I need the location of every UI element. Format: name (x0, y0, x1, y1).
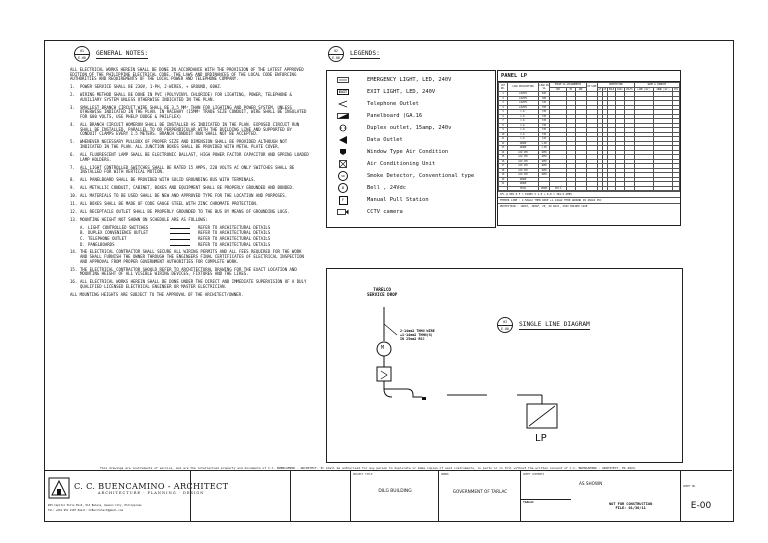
disclaimer: This drawings are instruments of service, and are the intellectual property and documents of C.C. BUENCAMINO - ARCHITECT. It shall be authorized for any person to duplicate or make copies of said instruments, in parts or in full without the written consent of C.C. BUENCAMINO - ARCHITECT, PA 2024. (100, 466, 637, 470)
col-header: POLE (608, 87, 615, 91)
panel-table (498, 82, 680, 191)
note-text: THE ELECTRICAL CONTRACTOR SHOULD REFER TO ARCHITECTURAL DRAWING FOR THE EXACT LOCATION AND MOUNTING HEIGHT OF ALL VISIBLE WIRING DEVICES, FIXTURES AND THE LIKES. (80, 266, 297, 277)
sld-source (367, 287, 397, 297)
detail-bubble: 03 E-00 (497, 317, 513, 333)
legend-label: EMERGENCY LIGHT, LED, 240V (367, 77, 452, 83)
emergency-light-icon (337, 77, 349, 83)
sub-detail: REFER TO ARCHITECTURAL DETAILS (198, 230, 271, 236)
ckt-cell: 6 (499, 114, 508, 119)
va-cell: 720 (539, 119, 550, 124)
lp-label: LP (535, 433, 547, 444)
col-header: KAIC (617, 87, 623, 91)
note-number: 2. (70, 92, 75, 98)
va-cell: 1650 (539, 155, 550, 160)
panelboard-icon (337, 113, 349, 119)
va-cell: 400 (539, 92, 550, 97)
col-header: CKT NO. (499, 83, 508, 92)
va-cell: 1650 (539, 164, 550, 169)
load-cell: ACU 1TR (508, 164, 539, 169)
note-number: 12. (70, 208, 78, 214)
legend-label: Window Type Air Condition (367, 149, 449, 155)
col-header: LOAD DESCRIPTION (508, 83, 539, 92)
legend-label: Manual Pull Station (367, 197, 429, 203)
col-header: PHASE VA ASSIGNMENTS (550, 83, 587, 88)
note-text: ALL PANELBOARD SHALL BE PROVIDED WITH SOLID GROUNDING BUS WITH TERMINALS. (80, 177, 256, 183)
note-item (70, 153, 310, 162)
blank-cell (290, 471, 351, 521)
sub-dash (170, 243, 190, 246)
sub-key: D. (80, 241, 85, 247)
legend-row (335, 172, 474, 180)
sub-key: C. (80, 235, 85, 241)
load-cell: C.O. (508, 137, 539, 142)
note-text: MOUNTING HEIGHT NOT SHOWN ON SCHEDULE ARE AS FOLLOWS: (80, 216, 208, 222)
note-sub-item (80, 237, 310, 242)
owner-name: GOVERNMENT OF TARLAC (452, 489, 508, 494)
ckt-cell: 15 (499, 155, 508, 160)
general-notes (70, 68, 310, 301)
ckt-cell: 14 (499, 150, 508, 155)
note-number: 15. (70, 266, 78, 272)
general-notes-title: GENERAL NOTES: (96, 49, 149, 57)
note-number: 16. (70, 279, 78, 285)
legend-row (335, 148, 448, 156)
note-item (70, 178, 310, 183)
load-cell: LIGHTS (508, 96, 539, 101)
note-item (70, 280, 310, 289)
legends-header (328, 46, 380, 62)
col-header: BC (567, 87, 575, 92)
va-cell: 720 (539, 128, 550, 133)
issue-block (609, 502, 652, 510)
sld-title: SINGLE LINE DIAGRAM (519, 320, 590, 328)
legend-row (335, 208, 403, 216)
load-cell: ACU 1TR (508, 173, 539, 178)
sub-dash (170, 237, 190, 240)
legend-row (335, 112, 422, 120)
load-cell: C.O. (508, 114, 539, 119)
issue-status: NOT FOR CONSTRUCTION (609, 502, 653, 506)
legend-label: Telephone Outlet (367, 101, 419, 107)
bell-icon: B (338, 183, 348, 193)
total-va2: 155.1 (550, 186, 567, 191)
total-va: 19085 (539, 186, 550, 191)
load-cell: C.O. (508, 132, 539, 137)
ckt-cell: 20 (499, 177, 508, 182)
va-cell: 720 (539, 123, 550, 128)
note-item (70, 202, 310, 207)
ckt-cell: 4 (499, 105, 508, 110)
va-cell: 720 (539, 114, 550, 119)
ckt-cell: 16 (499, 159, 508, 164)
detail-bubble: 01 E-00 (74, 46, 90, 62)
col-header: GRND (mm²) (654, 87, 673, 92)
note-item (70, 194, 310, 199)
va-cell: 380 (539, 96, 550, 101)
note-text: ALL BOXES SHALL BE MADE OF CODE GAUGE STEEL WITH ZINC CHROMATE PROTECTION. (80, 200, 259, 206)
load-cell: SPARE (508, 141, 539, 146)
note-item (70, 140, 310, 149)
ckt-cell: 9 (499, 128, 508, 133)
ckt-cell: 1 (499, 92, 508, 97)
sub-key: B. (80, 230, 85, 236)
note-number: 8. (70, 177, 75, 183)
legend-row (335, 100, 419, 108)
va-cell: 1650 (539, 150, 550, 155)
sub-detail: REFER TO ARCHITECTURAL DETAILS (198, 235, 271, 241)
firm-name: C. C. BUENCAMINO - ARCHITECT (74, 481, 229, 491)
legend-row (335, 184, 406, 192)
col-header: PVC (674, 87, 679, 91)
legend-label: Bell , 24Vdc (367, 185, 406, 191)
note-item (70, 106, 310, 120)
load-cell: SPARE (508, 182, 539, 187)
notes-intro: ALL ELECTRICAL WORKS HEREIN SHALL BE DONE IN ACCORDANCE WITH THE PROVISION OF THE LATEST APPROVED EDITION OF THE PHILIPPINE ELECTRICAL CODE, THE LAWS AND ORDINANCES OF THE LOCAL CODE ENFORCING AUTHORITIES AND REQUIREMENTS OF THE LOCAL POWER AND TELEPHONE COMPANY. (70, 67, 304, 82)
note-number: 6. (70, 151, 75, 157)
scale: AS SHOWN (579, 481, 603, 486)
va-cell: 720 (539, 110, 550, 115)
legend-label: Air Conditioning Unit (367, 161, 436, 167)
sub-dash (170, 231, 190, 234)
load-cell: C.O. (508, 110, 539, 115)
legend-box (326, 70, 496, 228)
legend-row (335, 88, 435, 96)
panel-formula: IFL @ 80% P.F = 19085 X 1.0 + 0.8 = 104.0 AMPS (498, 191, 680, 197)
owner-label: OWNER (441, 473, 449, 476)
note-number: 1. (70, 84, 75, 90)
owner-cell (438, 471, 521, 521)
firm-address: #29 Capitol Hills Blvd, Old Balara, Quezon City, Philippines (48, 504, 142, 507)
sub-text: PANELBOARDS (88, 241, 115, 247)
sub-detail: REFER TO ARCHITECTURAL DETAILS (198, 224, 271, 230)
single-line-diagram (326, 268, 683, 463)
load-cell: LIGHTS (508, 105, 539, 110)
sld-wire-3: IN 25mm2 RSC (400, 337, 425, 341)
col-header: LOAD IN VA (539, 83, 549, 90)
note-text: ALL LIGHT CONTROLLED SWITCHES SHALL BE RATED 15 AMPS, 220 VOLTS AC ONLY SWITCHES SHALL BE INSTALLED FOR WITH VERTICAL MOTION. (80, 164, 295, 175)
sld-drawing (327, 269, 682, 462)
data-outlet-icon (338, 136, 348, 144)
note-text: ALL METALLIC CONDUIT, CABINET, BOXES AND EQUIPMENT SHALL BE PROPERLY GROUNDED AND BONDED. (80, 185, 295, 191)
notes-final: ALL MOUNTING HEIGHTS ARE SUBJECT TO THE APPROVAL OF THE ARCHITECT/OWNER. (70, 291, 244, 297)
window-aircon-icon (338, 148, 348, 156)
project-label: PROJECT TITLE (353, 473, 373, 476)
va-cell: 1650 (539, 168, 550, 173)
total-label: TOTAL (508, 186, 539, 191)
load-cell: LIGHTS (508, 101, 539, 106)
legend-row (335, 196, 429, 204)
load-cell: ACU 1TR (508, 159, 539, 164)
legend-row (335, 136, 403, 144)
col-header: AF (603, 87, 607, 91)
panel-title: PANEL LP (498, 71, 680, 82)
load-cell: ACU 1TR (508, 168, 539, 173)
legend-label: Panelboard (GA.16 (367, 113, 423, 119)
meter-label: M (381, 345, 385, 351)
legend-label: CCTV camera (367, 209, 403, 215)
smoke-detector-icon: SD (338, 171, 348, 181)
ckt-cell: 17 (499, 164, 508, 169)
manual-pull-icon: F (339, 196, 348, 205)
note-item (70, 250, 310, 264)
ckt-cell: 5 (499, 110, 508, 115)
load-cell: C.O. (508, 123, 539, 128)
ckt-cell: 12 (499, 141, 508, 146)
legend-label: EXIT LIGHT, LED, 240V (367, 89, 436, 95)
sub-text: DUPLEX CONVENIENCE OUTLET (88, 230, 149, 236)
note-text: THE ELECTRICAL CONTRACTOR SHALL SECURE ALL WIRING PERMITS AND ALL FEES REQUIRED FOR THE WORK AND SHALL FURNISH THE OWNER THROUGH THE ENGINEERS FINAL CERTIFICATES OF ELECTRICAL INSPECTION AND APPROVAL FROM PROPER GOVERNMENT AUTHORITIES FOR COMPLETE WORK. (80, 249, 304, 264)
note-text: ALL MATERIALS TO BE USED SHALL BE NEW AND APPROVED TYPE FOR THE LOCATION AND PURPOSES. (80, 192, 288, 198)
exit-light-icon: EXIT (338, 90, 348, 94)
panel-protection: PROTECTION : 100AT, 100AF, 2P, 20 KAIC, 230V MOLDED CASE (498, 203, 680, 209)
load-cell: C.O. (508, 128, 539, 133)
sheet-number: E-00 (690, 501, 712, 511)
va-cell: 1650 (539, 173, 550, 178)
panel-feeder: FEEDER LINE : 2-50mm2 THHN WIRE +1-14mm2 THHN GROUND IN 40mm2 PVC (498, 197, 680, 203)
ckt-cell: 7 (499, 119, 508, 124)
legend-label: Duplex outlet, 15amp, 240v (367, 125, 452, 131)
load-cell: ACU 1TR (508, 155, 539, 160)
duplex-outlet-icon (338, 124, 348, 132)
firm-contact: Tel: +632 951 2187 Email: CCBarchitect@gmail.com (48, 509, 123, 512)
legend-row (335, 76, 451, 84)
cctv-icon (337, 208, 349, 216)
project-title: DILG BUILDING (378, 489, 412, 494)
note-number: 3. (70, 104, 75, 110)
note-text: POWER SERVICE SHALL BE 230V, 1-PH, 2-WIRES, + GROUND, 60HZ. (80, 84, 223, 90)
sub-key: A. (80, 224, 85, 230)
note-number: 4. (70, 122, 75, 128)
va-cell: 720 (539, 132, 550, 137)
legend-row (335, 160, 435, 168)
ckt-cell: 2 (499, 96, 508, 101)
va-cell: 1.00 (539, 141, 550, 146)
ckt-cell: 3 (499, 101, 508, 106)
sub-dash (170, 226, 190, 229)
col-header: VOLTS (626, 87, 633, 91)
sld-wire-spec (400, 329, 435, 341)
note-item (70, 186, 310, 191)
col-header: CB SIZE (586, 83, 597, 92)
load-cell: SPARE (508, 146, 539, 151)
sheet-contents-label: SHEET CONTENTS (523, 473, 545, 476)
telephone-outlet-icon (338, 100, 348, 108)
va-cell: 1650 (539, 159, 550, 164)
note-number: 5. (70, 139, 75, 145)
note-text: ALL FLUORESCENT LAMP SHALL BE ELECTRONIC BALLAST, HIGH POWER FACTOR CAPACITOR AND SPRING LOADED LAMP HOLDERS. (80, 151, 309, 162)
va-cell: 1.00 (539, 146, 550, 151)
blank-cell (190, 471, 291, 521)
col-header: ABC (575, 87, 586, 92)
va-cell: 700 (539, 105, 550, 110)
col-header: AT (598, 87, 602, 91)
ckt-cell: 10 (499, 132, 508, 137)
note-item (70, 268, 310, 277)
sub-text: LIGHT CONTROLLED SWITCHES (88, 224, 149, 230)
note-number: 13. (70, 216, 78, 222)
load-cell: C.O. (508, 119, 539, 124)
ckt-cell: 13 (499, 146, 508, 151)
va-cell: 720 (539, 101, 550, 106)
ckt-cell: 18 (499, 168, 508, 173)
aircon-outlet-icon (338, 160, 348, 168)
sld-header (497, 317, 590, 333)
sld-service-drop: SERVICE DROP (367, 292, 398, 297)
note-text: ALL BRANCH CIRCUIT HOMERUN SHALL BE INSTALLED AS INDICATED IN THE PLAN. EXPOSED CIRCUIT RUN SHALL BE INSTALLED, PARALLEL TO OR PERPENDICULAR WITH THE BUILDING LINE AND SUPPORTED BY CONDUIT CLAMPS EVERY 1.5 METERS. BRANCH CONDUIT RUN SHALL NOT BE ACCEPTED. (80, 122, 300, 137)
col-header: ABC (550, 87, 567, 92)
note-number: 11. (70, 200, 78, 206)
legend-label: Smoke Detector, Conventional type (367, 173, 475, 179)
note-item (70, 166, 310, 175)
note-item (70, 93, 310, 102)
note-text: WIRING METHOD SHALL BE DONE IN PVC (POLYVINYL CHLORIDE) FOR LIGHTING, POWER, TELEPHONE & AUXILIARY SYSTEM UNLESS OTHERWISE INDICATED IN THE PLAN. (80, 92, 292, 102)
load-cell: SPARE (508, 177, 539, 182)
note-text: ALL RECEPTACLE OUTLET SHALL BE PROPERLY GROUNDED TO THE BUS BY MEANS OF GROUNDING LUGS. (80, 208, 290, 214)
legend-row (335, 124, 451, 132)
project-cell (350, 471, 439, 521)
ckt-cell: 19 (499, 173, 508, 178)
ckt-cell: 21 (499, 182, 508, 187)
col-header: PROTECTION (597, 83, 634, 88)
sheet-contents-cell (520, 471, 681, 521)
note-number: 7. (70, 164, 75, 170)
general-notes-header (74, 46, 148, 62)
title-block (44, 470, 732, 521)
va-cell: 720 (539, 137, 550, 142)
location: TARLAC (521, 499, 571, 504)
col-header: LINE (mm²) (634, 87, 653, 92)
note-number: 9. (70, 185, 75, 191)
sld-wire-2: +1-14mm2 THHN(G) (400, 333, 433, 337)
note-item (70, 210, 310, 215)
legends-title: LEGENDS: (350, 49, 380, 57)
sld-tarelco: TARELCO (373, 287, 391, 292)
note-sub-item (80, 243, 310, 248)
ckt-cell: 8 (499, 123, 508, 128)
note-number: 14. (70, 249, 78, 255)
detail-bubble: 02 E-00 (328, 46, 344, 62)
sheet-label: SHEET NO. (683, 485, 697, 488)
firm-sub: ARCHITECTURE · PLANNING · DESIGN (97, 491, 205, 495)
sub-text: TELEPHONE OUTLET (88, 235, 127, 241)
note-number: 10. (70, 192, 78, 198)
sub-detail: REFER TO ARCHITECTURAL DETAILS (198, 241, 271, 247)
note-text: ALL ELECTRICAL WORKS HEREIN SHALL BE DONE UNDER THE DIRECT AND IMMEDIATE SUPERVISION OF A DULY QUALIFIED LICENSED ELECTRICAL ENGINEER OR MASTER ELECTRICIAN. (80, 279, 307, 289)
sld-wire-1: 2-14mm2 THHN WIRE (400, 329, 435, 333)
sheet-number-cell (680, 471, 733, 521)
col-header: WIRE & CONDUIT (634, 83, 679, 88)
legend-label: Data Outlet (367, 137, 403, 143)
note-text: WHENEVER NECESSARY PULLBOX OF PROPER SIZE AND DIMENSION SHALL BE PROVIDED ALTHOUGH NOT INDICATED IN THE PLAN. ALL JUNCTION BOXES SHALL BE PROVIDED WITH METAL PLATE COVER. (80, 139, 288, 150)
ckt-cell: 11 (499, 137, 508, 142)
firm-logo-icon (48, 477, 70, 499)
panel-schedule (497, 70, 681, 226)
note-item (70, 218, 310, 223)
issue-date: FILE: 01/30/11 (615, 506, 646, 510)
note-text: SMALLEST BRANCH CIRCUIT WIRE SHALL BE 3.5 MM² THHN FOR LIGHTING AND POWER SYSTEM, UNLESS OTHERWISE INDICATED IN THE PLAN. IN RACEWAY (15MM² TRADE SIZE CONDUIT, WIRE SHALL BE INSULATED FOR 600 VOLTS, USE PHELP DODGE & PHILFLEX) (80, 104, 307, 120)
note-item (70, 123, 310, 137)
note-item (70, 85, 310, 90)
load-cell: LIGHTS (508, 92, 539, 97)
load-cell: ACU 1TR (508, 150, 539, 155)
